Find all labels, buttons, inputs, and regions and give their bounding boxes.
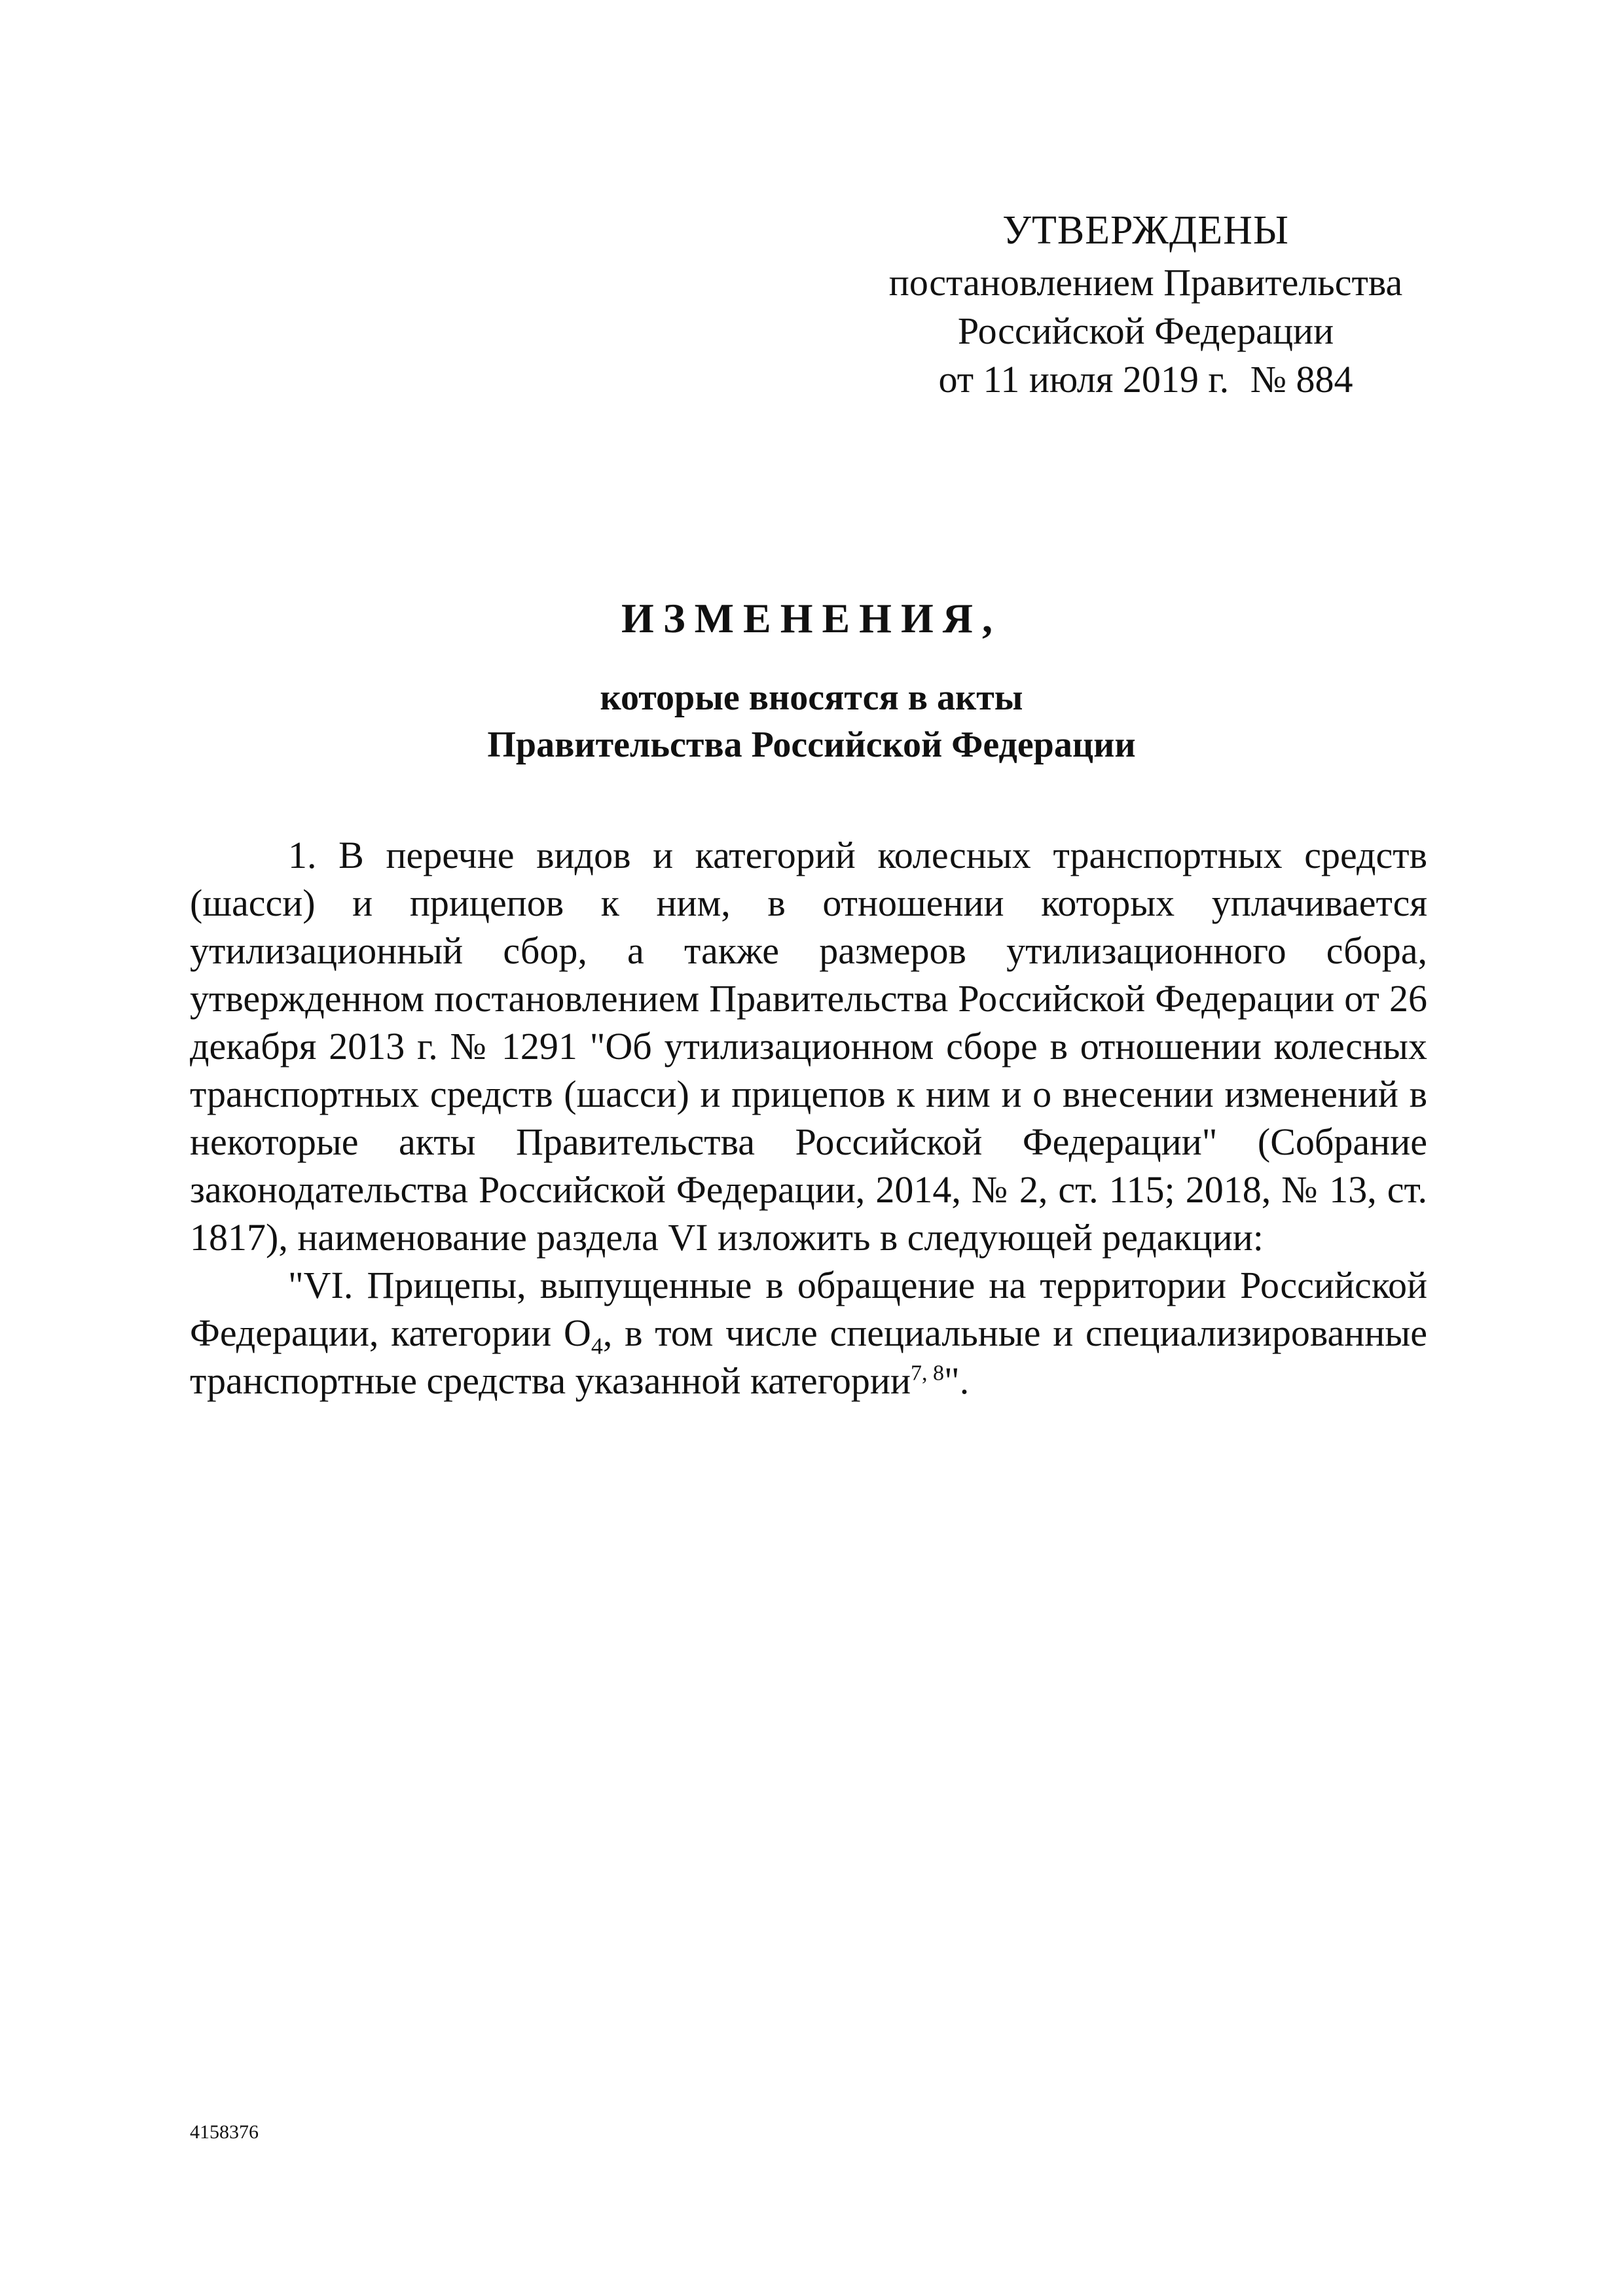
heading-subtitle-line-2: Правительства Российской Федерации: [487, 725, 1136, 765]
approval-stamp: [871, 206, 1421, 404]
approval-number: 884: [1296, 358, 1353, 401]
heading-subtitle-line-1: которые вносятся в акты: [600, 677, 1023, 718]
paragraph-2: [190, 1261, 1427, 1405]
category-subscript: 4: [591, 1333, 603, 1359]
paragraph-1: 1. В перечне видов и категорий колесных транспортных средств (шасси) и прицепов к ним, в отношении которых уплачивается утилизационный сбор, а также размеров утилизационного сбора, утвержденном постановлением Правительства Российской Федерации от 26 декабря 2013 г. № 1291 "Об утилизационном сборе в отношении колесных транспортных средств (шасси) и прицепов к ним и о внесении изменений в некоторые акты Правительства Российской Федерации" (Собрание законодательства Российской Федерации, 2014, № 2, ст. 115; 2018, № 13, ст. 1817), наименование раздела VI изложить в следующей редакции:: [190, 834, 1427, 1259]
paragraph-2-text-middle: , в том числе специальные и специализированные транспортные средства указанной категории: [190, 1312, 1427, 1402]
approval-line-2: Российской Федерации: [957, 310, 1334, 352]
footnote-reference: 7, 8: [911, 1361, 945, 1386]
approval-line-1: постановлением Правительства: [888, 261, 1403, 304]
approval-title: УТВЕРЖДЕНЫ: [1002, 208, 1289, 253]
paragraph-2-text-start: "VI. Прицепы, выпущенные в обращение на территории Российской Федерации, категории O: [190, 1264, 1427, 1354]
document-body: [190, 831, 1427, 1405]
document-code: 4158376: [190, 2121, 259, 2143]
approval-number-sign: №: [1250, 358, 1287, 401]
approval-date: от 11 июля 2019 г.: [938, 358, 1230, 401]
approval-date-line: [871, 355, 1421, 404]
heading-title: ИЗМЕНЕНИЯ,: [621, 595, 1002, 641]
document-heading: [0, 589, 1623, 768]
paragraph-2-text-end: ".: [944, 1359, 970, 1402]
